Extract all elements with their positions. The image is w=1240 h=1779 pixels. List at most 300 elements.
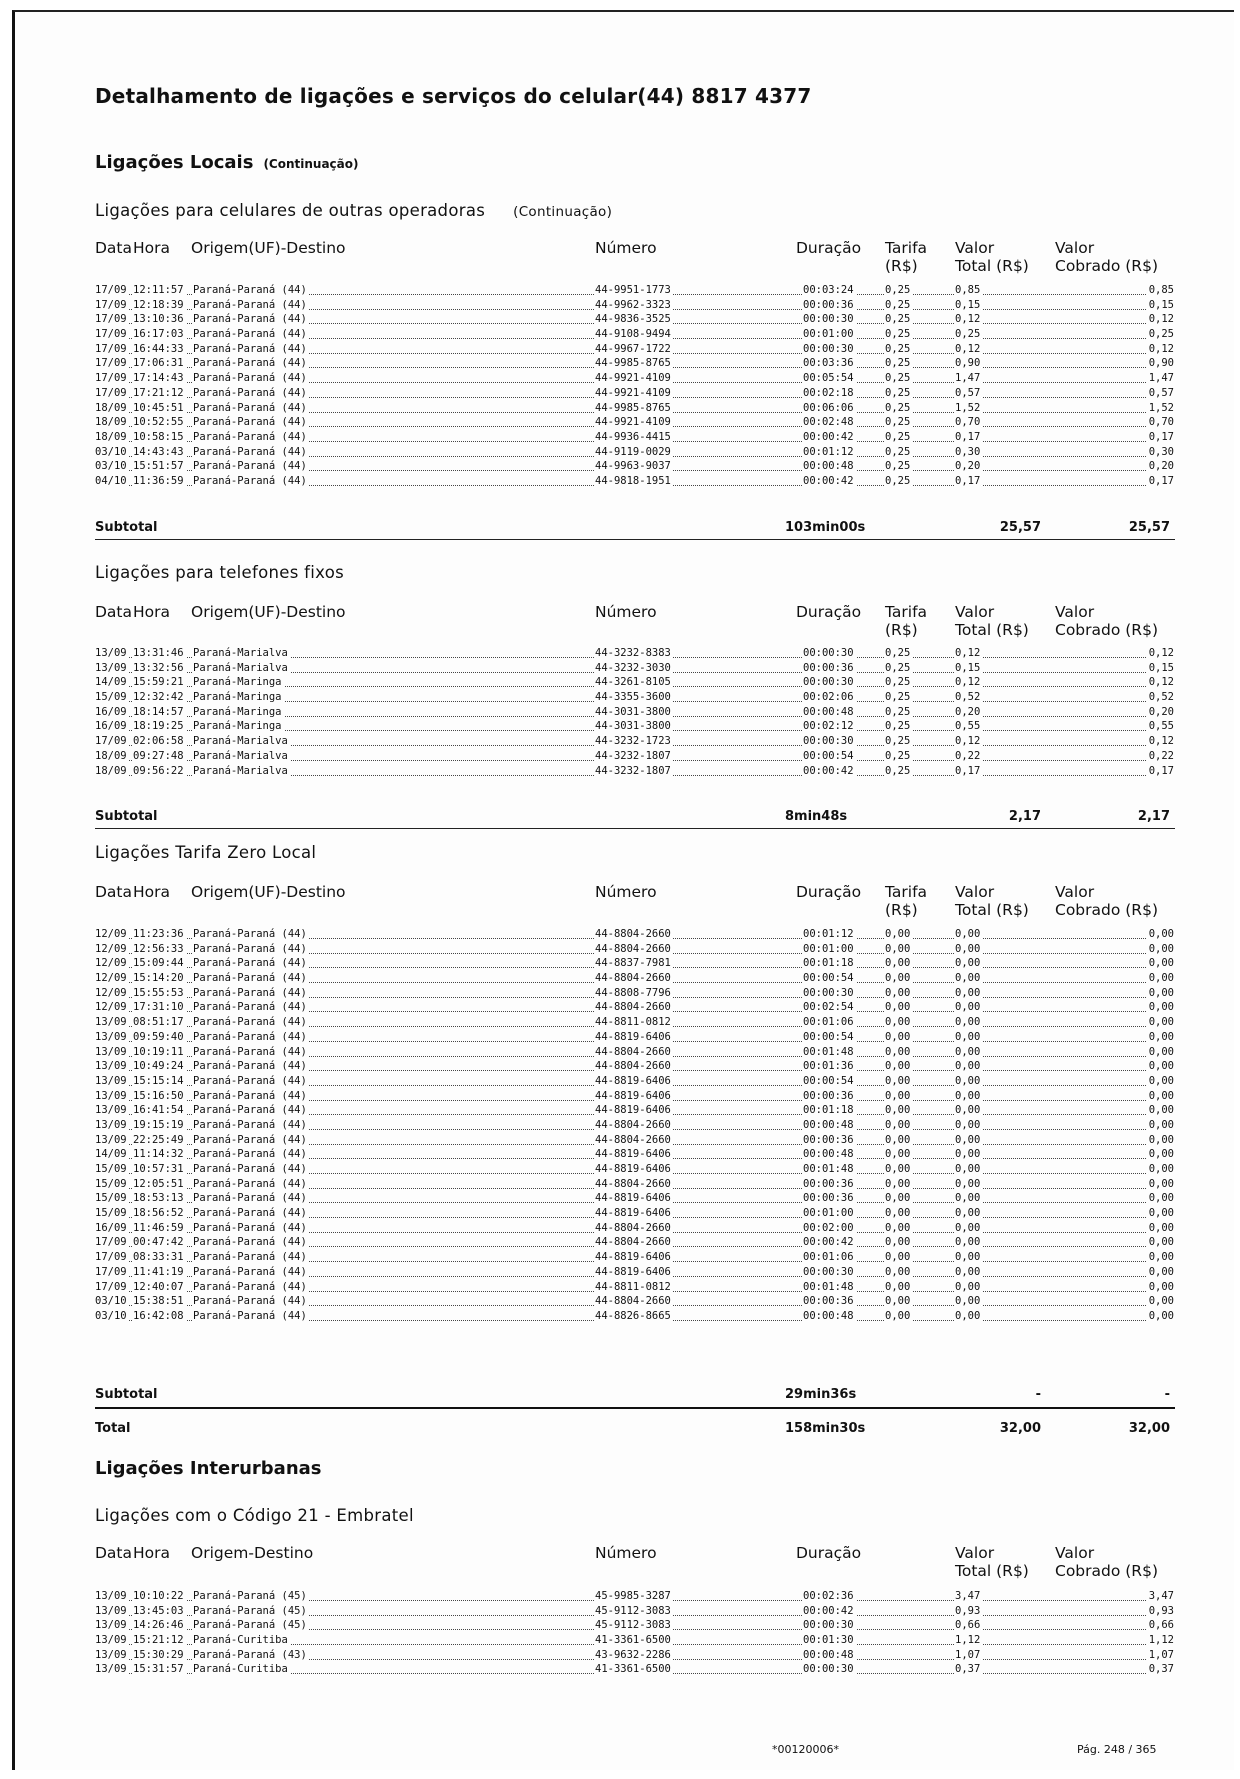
cell-time: 16:17:03 xyxy=(133,328,184,341)
cell-duration: 00:00:30 xyxy=(803,342,854,355)
table-row xyxy=(15,386,1237,401)
cell-origin-destination: Paraná-Paraná (44) xyxy=(193,313,307,326)
cell-date: 12/09 xyxy=(95,972,127,985)
cell-duration: 00:00:30 xyxy=(803,986,854,999)
table-row xyxy=(15,445,1237,460)
cell-date: 13/09 xyxy=(95,1648,127,1661)
cell-time: 13:10:36 xyxy=(133,313,184,326)
cell-time: 11:36:59 xyxy=(133,474,184,487)
cell-time: 12:05:51 xyxy=(133,1177,184,1190)
cell-duration: 00:01:00 xyxy=(803,1207,854,1220)
cell-total-value: 0,00 xyxy=(955,1045,981,1058)
cell-time: 10:19:11 xyxy=(133,1045,184,1058)
cell-rate: 0,25 xyxy=(885,342,911,355)
table-header xyxy=(15,239,1237,279)
cell-duration: 00:01:48 xyxy=(803,1045,854,1058)
cell-origin-destination: Paraná-Paraná (45) xyxy=(193,1590,307,1602)
cell-number: 45-9112-3083 xyxy=(595,1604,671,1617)
cell-total-value: 0,00 xyxy=(955,1060,981,1073)
subsection-title: Ligações Tarifa Zero Local xyxy=(95,843,317,862)
cell-duration: 00:00:48 xyxy=(803,1118,854,1131)
table-row xyxy=(15,1045,1237,1060)
cell-charged-value: 0,15 xyxy=(1148,661,1174,674)
cell-rate: 0,00 xyxy=(885,1309,911,1322)
cell-origin-destination: Paraná-Paraná (44) xyxy=(193,1265,307,1278)
table-row xyxy=(15,942,1237,957)
cell-rate: 0,00 xyxy=(885,942,911,955)
cell-number: 44-8826-8665 xyxy=(595,1309,671,1322)
table-row xyxy=(15,1162,1237,1177)
continuation-note: (Continuação) xyxy=(263,157,359,171)
cell-duration: 00:00:36 xyxy=(803,1177,854,1190)
cell-date: 15/09 xyxy=(95,1177,127,1190)
cell-number: 44-3232-1807 xyxy=(595,749,671,762)
cell-duration: 00:03:24 xyxy=(803,284,854,296)
cell-time: 10:52:55 xyxy=(133,416,184,429)
cell-rate: 0,25 xyxy=(885,386,911,399)
cell-rate: 0,25 xyxy=(885,298,911,311)
subtotal-charged-value: 25,57 xyxy=(1128,520,1170,535)
cell-total-value: 0,00 xyxy=(955,1133,981,1146)
table-header xyxy=(15,883,1237,923)
cell-date: 18/09 xyxy=(95,401,127,414)
table-row xyxy=(15,1662,1237,1677)
cell-number: 44-3031-3800 xyxy=(595,705,671,718)
cell-charged-value: 0,00 xyxy=(1148,1280,1174,1293)
cell-time: 09:56:22 xyxy=(133,764,184,777)
cell-origin-destination: Paraná-Maringa xyxy=(193,720,282,733)
cell-date: 18/09 xyxy=(95,416,127,429)
cell-date: 17/09 xyxy=(95,386,127,399)
cell-total-value: 0,00 xyxy=(955,942,981,955)
cell-origin-destination: Paraná-Paraná (44) xyxy=(193,1148,307,1161)
cell-time: 15:59:21 xyxy=(133,676,184,689)
cell-duration: 00:01:06 xyxy=(803,1251,854,1264)
cell-duration: 00:00:30 xyxy=(803,1663,854,1676)
cell-number: 44-9967-1722 xyxy=(595,342,671,355)
cell-charged-value: 0,00 xyxy=(1148,1133,1174,1146)
cell-date: 15/09 xyxy=(95,1207,127,1220)
cell-number: 44-3031-3800 xyxy=(595,720,671,733)
cell-number: 44-8804-2660 xyxy=(595,1133,671,1146)
cell-time: 12:18:39 xyxy=(133,298,184,311)
cell-rate: 0,00 xyxy=(885,1074,911,1087)
table-row xyxy=(15,1280,1237,1295)
column-header-tarifa: Tarifa (R$) xyxy=(885,239,928,275)
cell-origin-destination: Paraná-Paraná (43) xyxy=(193,1648,307,1661)
column-header-data: Data xyxy=(95,883,133,901)
cell-charged-value: 1,47 xyxy=(1148,372,1174,385)
cell-date: 03/10 xyxy=(95,445,127,458)
cell-date: 17/09 xyxy=(95,372,127,385)
cell-total-value: 0,00 xyxy=(955,1089,981,1102)
subtotal-row xyxy=(15,809,1237,825)
cell-charged-value: 0,85 xyxy=(1148,284,1174,296)
cell-date: 16/09 xyxy=(95,705,127,718)
cell-date: 17/09 xyxy=(95,1236,127,1249)
table-row xyxy=(15,690,1237,705)
cell-time: 15:16:50 xyxy=(133,1089,184,1102)
table-row xyxy=(15,1177,1237,1192)
column-header-hora: Hora xyxy=(133,603,171,621)
cell-date: 13/09 xyxy=(95,1104,127,1117)
cell-number: 44-9921-4109 xyxy=(595,372,671,385)
cell-origin-destination: Paraná-Paraná (45) xyxy=(193,1619,307,1632)
cell-time: 19:15:19 xyxy=(133,1118,184,1131)
cell-time: 17:31:10 xyxy=(133,1001,184,1014)
cell-total-value: 0,37 xyxy=(955,1663,981,1676)
invoice-page xyxy=(12,10,1234,1770)
cell-time: 11:23:36 xyxy=(133,928,184,940)
cell-total-value: 0,00 xyxy=(955,1280,981,1293)
cell-rate: 0,00 xyxy=(885,1177,911,1190)
cell-date: 18/09 xyxy=(95,764,127,777)
cell-charged-value: 0,17 xyxy=(1148,474,1174,487)
column-header-origem: Origem-Destino xyxy=(191,1544,314,1562)
cell-date: 13/09 xyxy=(95,1590,127,1602)
cell-total-value: 0,17 xyxy=(955,430,981,443)
cell-duration: 00:00:36 xyxy=(803,661,854,674)
cell-duration: 00:01:30 xyxy=(803,1634,854,1647)
cell-time: 08:51:17 xyxy=(133,1016,184,1029)
cell-total-value: 0,00 xyxy=(955,1207,981,1220)
cell-duration: 00:01:00 xyxy=(803,328,854,341)
cell-total-value: 1,12 xyxy=(955,1634,981,1647)
cell-date: 12/09 xyxy=(95,957,127,970)
cell-number: 44-9985-8765 xyxy=(595,357,671,370)
cell-time: 15:15:14 xyxy=(133,1074,184,1087)
column-header-numero: Número xyxy=(595,1544,657,1562)
cell-total-value: 0,00 xyxy=(955,1265,981,1278)
cell-origin-destination: Paraná-Paraná (45) xyxy=(193,1604,307,1617)
cell-date: 13/09 xyxy=(95,1016,127,1029)
cell-time: 15:31:57 xyxy=(133,1663,184,1676)
cell-total-value: 0,25 xyxy=(955,328,981,341)
cell-total-value: 0,12 xyxy=(955,735,981,748)
cell-date: 12/09 xyxy=(95,986,127,999)
cell-duration: 00:00:54 xyxy=(803,1030,854,1043)
cell-time: 12:40:07 xyxy=(133,1280,184,1293)
continuation-note: (Continuação) xyxy=(513,204,613,220)
cell-origin-destination: Paraná-Paraná (44) xyxy=(193,972,307,985)
cell-origin-destination: Paraná-Paraná (44) xyxy=(193,928,307,940)
cell-date: 17/09 xyxy=(95,1251,127,1264)
cell-total-value: 0,00 xyxy=(955,1309,981,1322)
cell-rate: 0,00 xyxy=(885,1030,911,1043)
cell-date: 13/09 xyxy=(95,1619,127,1632)
cell-charged-value: 0,00 xyxy=(1148,1265,1174,1278)
table-row xyxy=(15,1147,1237,1162)
total-row xyxy=(15,1421,1237,1437)
cell-number: 44-8819-6406 xyxy=(595,1251,671,1264)
cell-origin-destination: Paraná-Paraná (44) xyxy=(193,1236,307,1249)
cell-total-value: 0,00 xyxy=(955,1074,981,1087)
cell-rate: 0,00 xyxy=(885,1148,911,1161)
cell-time: 15:38:51 xyxy=(133,1295,184,1308)
cell-duration: 00:01:48 xyxy=(803,1163,854,1175)
cell-date: 17/09 xyxy=(95,328,127,341)
cell-number: 44-9108-9494 xyxy=(595,328,671,341)
cell-number: 44-3261-8105 xyxy=(595,676,671,689)
cell-duration: 00:00:48 xyxy=(803,705,854,718)
cell-total-value: 0,12 xyxy=(955,676,981,689)
cell-date: 13/09 xyxy=(95,647,127,659)
cell-origin-destination: Paraná-Paraná (44) xyxy=(193,986,307,999)
cell-date: 13/09 xyxy=(95,1118,127,1131)
table-row xyxy=(15,986,1237,1001)
cell-origin-destination: Paraná-Marialva xyxy=(193,764,288,777)
cell-origin-destination: Paraná-Paraná (44) xyxy=(193,1030,307,1043)
cell-total-value: 0,12 xyxy=(955,647,981,659)
cell-charged-value: 0,00 xyxy=(1148,1236,1174,1249)
column-header-cobrado: Valor Cobrado (R$) xyxy=(1055,883,1158,919)
cell-total-value: 0,30 xyxy=(955,445,981,458)
column-header-hora: Hora xyxy=(133,1544,171,1562)
cell-charged-value: 0,00 xyxy=(1148,1045,1174,1058)
cell-total-value: 0,20 xyxy=(955,705,981,718)
table-row xyxy=(15,646,1237,661)
cell-rate: 0,25 xyxy=(885,357,911,370)
cell-number: 44-8804-2660 xyxy=(595,1045,671,1058)
cell-number: 44-9921-4109 xyxy=(595,386,671,399)
cell-charged-value: 0,00 xyxy=(1148,1060,1174,1073)
cell-duration: 00:00:48 xyxy=(803,1309,854,1322)
cell-rate: 0,25 xyxy=(885,647,911,659)
table-row xyxy=(15,312,1237,327)
cell-origin-destination: Paraná-Paraná (44) xyxy=(193,1089,307,1102)
cell-time: 14:26:46 xyxy=(133,1619,184,1632)
cell-date: 13/09 xyxy=(95,1133,127,1146)
cell-date: 17/09 xyxy=(95,298,127,311)
cell-duration: 00:00:30 xyxy=(803,313,854,326)
cell-number: 44-8819-6406 xyxy=(595,1163,671,1175)
cell-duration: 00:02:18 xyxy=(803,386,854,399)
cell-number: 41-3361-6500 xyxy=(595,1663,671,1676)
cell-origin-destination: Paraná-Paraná (44) xyxy=(193,460,307,473)
cell-number: 44-3355-3600 xyxy=(595,691,671,704)
cell-duration: 00:00:30 xyxy=(803,1619,854,1632)
cell-number: 44-8804-2660 xyxy=(595,1221,671,1234)
cell-duration: 00:02:00 xyxy=(803,1221,854,1234)
cell-number: 44-9119-0029 xyxy=(595,445,671,458)
cell-duration: 00:00:42 xyxy=(803,764,854,777)
cell-origin-destination: Paraná-Paraná (44) xyxy=(193,1045,307,1058)
table-row xyxy=(15,474,1237,489)
cell-date: 13/09 xyxy=(95,661,127,674)
table-row xyxy=(15,298,1237,313)
cell-origin-destination: Paraná-Paraná (44) xyxy=(193,298,307,311)
cell-charged-value: 0,00 xyxy=(1148,1118,1174,1131)
table-row xyxy=(15,1089,1237,1104)
cell-origin-destination: Paraná-Paraná (44) xyxy=(193,416,307,429)
table-row xyxy=(15,705,1237,720)
table-row xyxy=(15,661,1237,676)
cell-time: 12:11:57 xyxy=(133,284,184,296)
divider xyxy=(95,828,1175,829)
cell-date: 16/09 xyxy=(95,720,127,733)
cell-number: 44-9921-4109 xyxy=(595,416,671,429)
subsection-title: Ligações para telefones fixos xyxy=(95,563,344,582)
table-row xyxy=(15,1250,1237,1265)
cell-date: 13/09 xyxy=(95,1604,127,1617)
cell-origin-destination: Paraná-Marialva xyxy=(193,749,288,762)
cell-time: 16:44:33 xyxy=(133,342,184,355)
cell-total-value: 0,00 xyxy=(955,957,981,970)
table-row xyxy=(15,749,1237,764)
cell-charged-value: 0,00 xyxy=(1148,1001,1174,1014)
cell-charged-value: 0,00 xyxy=(1148,1016,1174,1029)
table-row xyxy=(15,719,1237,734)
cell-date: 17/09 xyxy=(95,313,127,326)
cell-rate: 0,25 xyxy=(885,735,911,748)
column-header-total: Valor Total (R$) xyxy=(955,883,1029,919)
cell-time: 00:47:42 xyxy=(133,1236,184,1249)
cell-duration: 00:02:06 xyxy=(803,691,854,704)
table-row xyxy=(15,956,1237,971)
cell-charged-value: 0,00 xyxy=(1148,1104,1174,1117)
table-row xyxy=(15,283,1237,298)
table-row xyxy=(15,1118,1237,1133)
cell-origin-destination: Paraná-Paraná (44) xyxy=(193,386,307,399)
column-header-hora: Hora xyxy=(133,883,171,901)
cell-rate: 0,00 xyxy=(885,1045,911,1058)
cell-charged-value: 0,00 xyxy=(1148,1192,1174,1205)
cell-rate: 0,00 xyxy=(885,1192,911,1205)
section-title-interurbanas: Ligações Interurbanas xyxy=(95,1458,322,1479)
cell-charged-value: 0,52 xyxy=(1148,691,1174,704)
table-row xyxy=(15,1235,1237,1250)
cell-charged-value: 0,57 xyxy=(1148,386,1174,399)
cell-total-value: 0,52 xyxy=(955,691,981,704)
cell-date: 13/09 xyxy=(95,1045,127,1058)
cell-rate: 0,25 xyxy=(885,749,911,762)
cell-date: 14/09 xyxy=(95,676,127,689)
cell-time: 15:55:53 xyxy=(133,986,184,999)
table-header xyxy=(15,603,1237,643)
cell-charged-value: 0,15 xyxy=(1148,298,1174,311)
cell-date: 13/09 xyxy=(95,1030,127,1043)
cell-charged-value: 0,00 xyxy=(1148,928,1174,940)
table-row xyxy=(15,1633,1237,1648)
table-row xyxy=(15,1191,1237,1206)
table-body xyxy=(15,927,1237,1324)
cell-rate: 0,00 xyxy=(885,1104,911,1117)
cell-duration: 00:00:54 xyxy=(803,749,854,762)
cell-rate: 0,25 xyxy=(885,445,911,458)
cell-number: 41-3361-6500 xyxy=(595,1634,671,1647)
table-row xyxy=(15,1618,1237,1633)
subtotal-label: Subtotal xyxy=(95,1387,158,1402)
cell-time: 12:56:33 xyxy=(133,942,184,955)
cell-origin-destination: Paraná-Curitiba xyxy=(193,1634,288,1647)
cell-date: 13/09 xyxy=(95,1634,127,1647)
cell-total-value: 0,00 xyxy=(955,1104,981,1117)
cell-time: 17:21:12 xyxy=(133,386,184,399)
column-header-tarifa: Tarifa (R$) xyxy=(885,603,928,639)
cell-time: 11:14:32 xyxy=(133,1148,184,1161)
cell-origin-destination: Paraná-Paraná (44) xyxy=(193,357,307,370)
cell-duration: 00:01:00 xyxy=(803,942,854,955)
cell-charged-value: 0,00 xyxy=(1148,1074,1174,1087)
cell-total-value: 0,00 xyxy=(955,928,981,940)
cell-charged-value: 0,25 xyxy=(1148,328,1174,341)
table-row xyxy=(15,1030,1237,1045)
cell-number: 44-8811-0812 xyxy=(595,1280,671,1293)
cell-charged-value: 0,00 xyxy=(1148,1177,1174,1190)
cell-date: 13/09 xyxy=(95,1663,127,1676)
cell-date: 17/09 xyxy=(95,357,127,370)
subtotal-charged-value: - xyxy=(1164,1387,1170,1402)
subtotal-total-value: - xyxy=(1035,1387,1041,1402)
cell-number: 44-8804-2660 xyxy=(595,1236,671,1249)
cell-time: 16:42:08 xyxy=(133,1309,184,1322)
cell-duration: 00:01:12 xyxy=(803,445,854,458)
cell-total-value: 0,17 xyxy=(955,764,981,777)
cell-duration: 00:00:30 xyxy=(803,735,854,748)
cell-rate: 0,00 xyxy=(885,1163,911,1175)
table-row xyxy=(15,459,1237,474)
column-header-data: Data xyxy=(95,1544,133,1562)
cell-duration: 00:00:48 xyxy=(803,460,854,473)
cell-total-value: 0,20 xyxy=(955,460,981,473)
cell-duration: 00:01:36 xyxy=(803,1060,854,1073)
cell-time: 11:41:19 xyxy=(133,1265,184,1278)
table-row xyxy=(15,415,1237,430)
cell-total-value: 0,00 xyxy=(955,986,981,999)
cell-origin-destination: Paraná-Marialva xyxy=(193,735,288,748)
cell-total-value: 0,15 xyxy=(955,661,981,674)
table-row xyxy=(15,371,1237,386)
cell-charged-value: 1,07 xyxy=(1148,1648,1174,1661)
cell-rate: 0,25 xyxy=(885,474,911,487)
table-row xyxy=(15,430,1237,445)
cell-rate: 0,25 xyxy=(885,313,911,326)
cell-date: 18/09 xyxy=(95,749,127,762)
cell-number: 44-9951-1773 xyxy=(595,284,671,296)
cell-origin-destination: Paraná-Maringa xyxy=(193,705,282,718)
cell-number: 44-8811-0812 xyxy=(595,1016,671,1029)
subtotal-charged-value: 32,00 xyxy=(1128,1421,1170,1436)
cell-rate: 0,25 xyxy=(885,691,911,704)
table-row xyxy=(15,1221,1237,1236)
cell-total-value: 0,93 xyxy=(955,1604,981,1617)
table-row xyxy=(15,1000,1237,1015)
cell-total-value: 0,85 xyxy=(955,284,981,296)
table-header xyxy=(15,1544,1237,1584)
cell-time: 10:49:24 xyxy=(133,1060,184,1073)
cell-total-value: 0,57 xyxy=(955,386,981,399)
subtotal-duration: 8min48s xyxy=(785,809,848,824)
subtotal-duration: 29min36s xyxy=(785,1387,857,1402)
cell-number: 44-8819-6406 xyxy=(595,1074,671,1087)
cell-rate: 0,25 xyxy=(885,430,911,443)
cell-time: 18:53:13 xyxy=(133,1192,184,1205)
subtotal-label: Subtotal xyxy=(95,520,158,535)
cell-number: 44-9818-1951 xyxy=(595,474,671,487)
cell-rate: 0,25 xyxy=(885,705,911,718)
cell-duration: 00:01:48 xyxy=(803,1280,854,1293)
table-row xyxy=(15,675,1237,690)
cell-duration: 00:01:18 xyxy=(803,1104,854,1117)
cell-date: 12/09 xyxy=(95,1001,127,1014)
cell-charged-value: 0,93 xyxy=(1148,1604,1174,1617)
cell-charged-value: 0,12 xyxy=(1148,647,1174,659)
cell-duration: 00:00:36 xyxy=(803,1192,854,1205)
cell-origin-destination: Paraná-Paraná (44) xyxy=(193,1207,307,1220)
column-header-total: Valor Total (R$) xyxy=(955,239,1029,275)
table-row xyxy=(15,401,1237,416)
cell-time: 10:45:51 xyxy=(133,401,184,414)
